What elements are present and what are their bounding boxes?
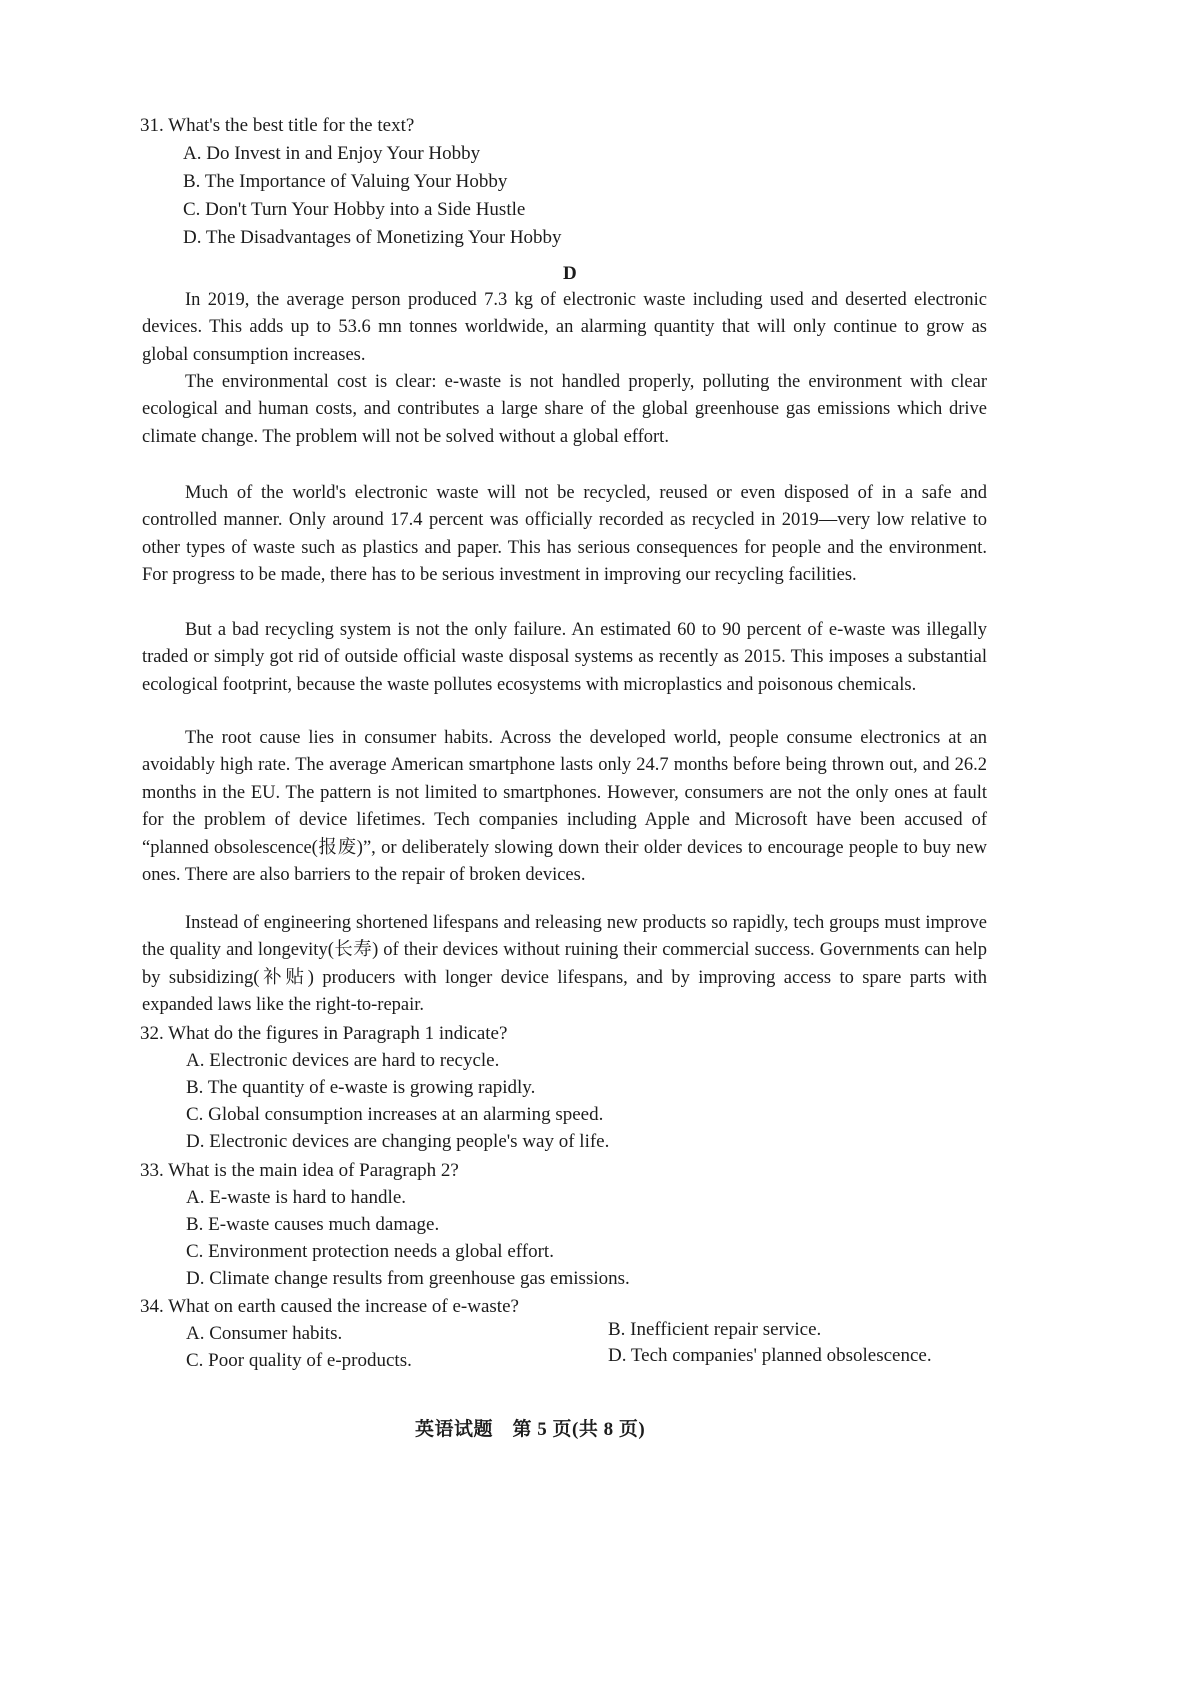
passage-paragraph-4: But a bad recycling system is not the only failure. An estimated 60 to 90 percent of e-waste was illegally traded or simply got rid of outside official waste disposal systems as recently as 2015. This imposes a substantial ecological footprint, because the waste pollutes ecosystems with microplastics and poisonous chemicals. (142, 620, 987, 695)
question-32-option-d: D. Electronic devices are changing people's way of life. (186, 1131, 610, 1152)
question-34-option-c: C. Poor quality of e-products. (186, 1350, 412, 1371)
question-33-option-a: A. E-waste is hard to handle. (186, 1187, 407, 1208)
question-33-option-d: D. Climate change results from greenhouse gas emissions. (186, 1268, 630, 1289)
passage-paragraph-2: The environmental cost is clear: e-waste is not handled properly, polluting the environment with clear ecological and human costs, and contributes a large share of the global greenhouse gas emissions which drive climate change. The problem will not be solved without a global effort. (142, 372, 987, 447)
page-footer: 英语试题 第 5 页(共 8 页) (415, 1419, 646, 1440)
passage-paragraph-6: Instead of engineering shortened lifespans and releasing new products so rapidly, tech groups must improve the quality and longevity(长寿) of their devices without ruining their commercial success. Governments can help by subsidizing(补贴) producers with longer device lifespans, and by improving access to spare parts with expanded laws like the right-to-repair. (142, 913, 987, 1016)
question-34-option-b: B. Inefficient repair service. (608, 1319, 822, 1340)
question-32-option-c: C. Global consumption increases at an alarming speed. (186, 1104, 604, 1125)
question-34-stem: 34. What on earth caused the increase of e-waste? (140, 1296, 519, 1317)
question-33-option-c: C. Environment protection needs a global effort. (186, 1241, 554, 1262)
question-33-option-b: B. E-waste causes much damage. (186, 1214, 440, 1235)
question-31-option-b: B. The Importance of Valuing Your Hobby (183, 171, 508, 192)
question-33-stem: 33. What is the main idea of Paragraph 2? (140, 1160, 459, 1181)
question-32-option-a: A. Electronic devices are hard to recycle. (186, 1050, 500, 1071)
question-32-option-b: B. The quantity of e-waste is growing rapidly. (186, 1077, 536, 1098)
question-34-option-a: A. Consumer habits. (186, 1323, 343, 1344)
question-31-option-c: C. Don't Turn Your Hobby into a Side Hustle (183, 199, 526, 220)
question-31-option-a: A. Do Invest in and Enjoy Your Hobby (183, 143, 481, 164)
question-32-stem: 32. What do the figures in Paragraph 1 indicate? (140, 1023, 508, 1044)
passage-paragraph-5: The root cause lies in consumer habits. Across the developed world, people consume electronics at an avoidably high rate. The average American smartphone lasts only 24.7 months before being thrown out, and 26.2 months in the EU. The pattern is not limited to smartphones. However, consumers are not the only ones at fault for the problem of device lifetimes. Tech companies including Apple and Microsoft have been accused of “planned obsolescence(报废)”, or deliberately slowing down their older devices to encourage people to buy new ones. There are also barriers to the repair of broken devices. (142, 728, 987, 886)
question-31-option-d: D. The Disadvantages of Monetizing Your Hobby (183, 227, 562, 248)
passage-label: D (563, 263, 577, 284)
question-34-option-d: D. Tech companies' planned obsolescence. (608, 1345, 932, 1366)
question-31-stem: 31. What's the best title for the text? (140, 115, 415, 136)
passage-paragraph-1: In 2019, the average person produced 7.3 kg of electronic waste including used and deserted electronic devices. This adds up to 53.6 mn tonnes worldwide, an alarming quantity that will only continue to grow as global consumption increases. (142, 290, 987, 365)
passage-paragraph-3: Much of the world's electronic waste will not be recycled, reused or even disposed of in a safe and controlled manner. Only around 17.4 percent was officially recorded as recycled in 2019—very low relative to other types of waste such as plastics and paper. This has serious consequences for people and the environment. For progress to be made, there has to be serious investment in improving our recycling facilities. (142, 483, 987, 586)
